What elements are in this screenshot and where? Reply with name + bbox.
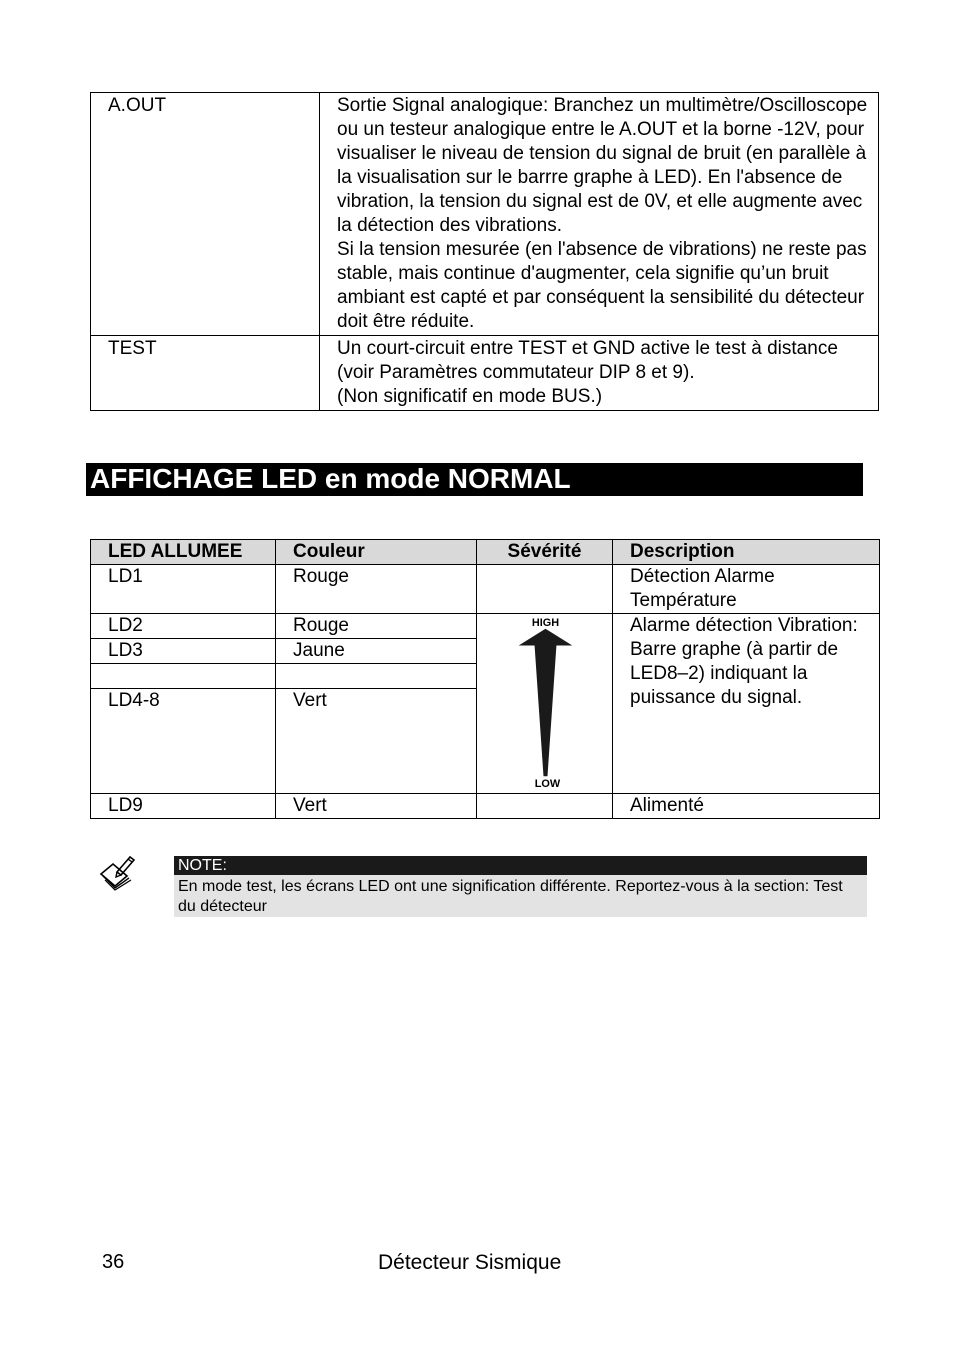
led-id: LD2 xyxy=(91,614,276,639)
severity-high-label: HIGH xyxy=(531,616,560,629)
note-pencil-icon xyxy=(97,852,139,894)
pin-name: TEST xyxy=(91,336,320,411)
led-description: Détection Alarme Température xyxy=(613,565,880,614)
section-heading: AFFICHAGE LED en mode NORMAL xyxy=(86,463,863,496)
column-header: LED ALLUMEE xyxy=(91,540,276,565)
pin-table xyxy=(90,92,879,411)
led-color: Rouge xyxy=(276,565,477,614)
footer-title: Détecteur Sismique xyxy=(378,1251,562,1274)
page-number: 36 xyxy=(102,1251,125,1273)
pin-description xyxy=(320,93,879,336)
table-row xyxy=(91,614,880,639)
led-color: Rouge xyxy=(276,614,477,639)
led-color: Jaune xyxy=(276,639,477,664)
column-header: Sévérité xyxy=(477,540,613,565)
severity-low-label: LOW xyxy=(534,778,561,791)
led-color: Vert xyxy=(276,794,477,819)
table-row xyxy=(91,794,880,819)
pin-description-text: Sortie Signal analogique: Branchez un multimètre/Oscilloscope ou un testeur analogique entre le A.OUT et la borne -12V, pour visualiser le niveau de tension du signal de bruit (en parallèle à la visualisation sur le barrre graphe à LED). En l'absence de vibration, la tension du signal est de 0V, et elle augmente avec la détection des vibrations. xyxy=(337,95,868,236)
led-table xyxy=(90,539,880,819)
pin-name: A.OUT xyxy=(91,93,320,336)
led-description: Alarme détection Vibration: Barre graphe (à partir de LED8–2) indiquant la puissance du signal. xyxy=(613,614,880,794)
pin-description-text: Si la tension mesurée (en l'absence de vibrations) ne reste pas stable, mais continue d'augmenter, cela signifie qu’un bruit ambiant est capté et par conséquent la sensibilité du détecteur doit être réduite. xyxy=(337,239,867,332)
table-row xyxy=(91,336,879,411)
table-header-row xyxy=(91,540,880,565)
severity-arrow xyxy=(477,614,612,793)
severity-cell xyxy=(477,614,613,794)
pin-description-text: Un court-circuit entre TEST et GND active le test à distance (voir Paramètres commutateur DIP 8 et 9). xyxy=(337,338,838,383)
pin-description xyxy=(320,336,879,411)
note-label: NOTE: xyxy=(174,856,867,875)
led-id: LD4-8 xyxy=(91,689,276,794)
severity-cell xyxy=(477,794,613,819)
table-row xyxy=(91,93,879,336)
led-id: LD3 xyxy=(91,639,276,664)
led-color xyxy=(276,664,477,689)
arrow-up-icon xyxy=(477,614,612,793)
led-id xyxy=(91,664,276,689)
column-header: Couleur xyxy=(276,540,477,565)
column-header: Description xyxy=(613,540,880,565)
note-text: En mode test, les écrans LED ont une signification différente. Reportez-vous à la section: Test du détecteur xyxy=(174,875,867,917)
pin-description-text: (Non significatif en mode BUS.) xyxy=(337,386,603,407)
severity-cell xyxy=(477,565,613,614)
led-id: LD9 xyxy=(91,794,276,819)
led-description: Alimenté xyxy=(613,794,880,819)
led-id: LD1 xyxy=(91,565,276,614)
led-color: Vert xyxy=(276,689,477,794)
table-row xyxy=(91,565,880,614)
